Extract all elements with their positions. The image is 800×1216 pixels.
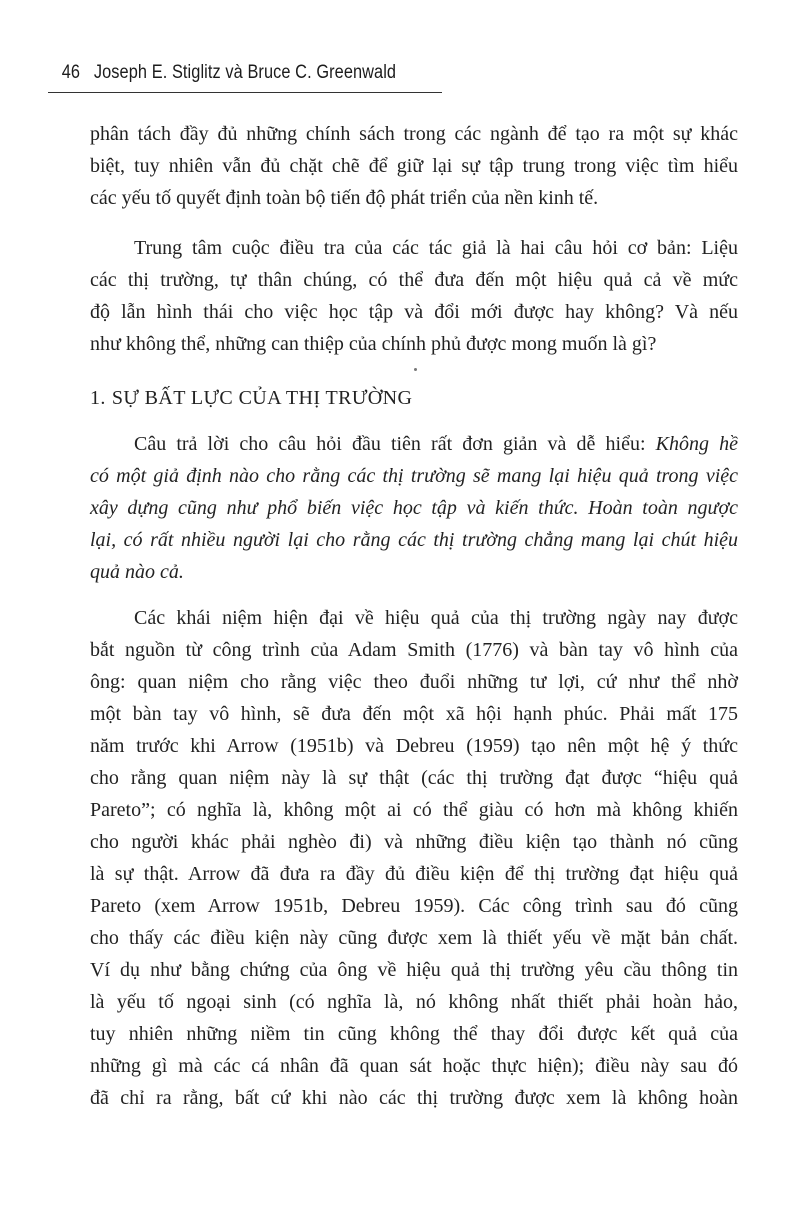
- section-title: SỰ BẤT LỰC CỦA THỊ TRƯỜNG: [111, 387, 413, 409]
- text-line: phân tách đầy đủ những chính sách trong các ngành để tạo ra một sự khác: [90, 123, 738, 145]
- text-line: Pareto (xem Arrow 1951b, Debreu 1959). Các công trình sau đó cũng: [90, 895, 738, 917]
- text-line: Các khái niệm hiện đại về hiệu quả của thị trường ngày nay được: [134, 607, 738, 629]
- text-line: cho rằng quan niệm này là sự thật (các thị trường đạt được “hiệu quả: [90, 767, 738, 789]
- text-line: quả nào cả.: [90, 561, 184, 583]
- print-speck: [414, 368, 417, 371]
- text-line: Trung tâm cuộc điều tra của các tác giả là hai câu hỏi cơ bản: Liệu: [134, 237, 738, 259]
- section-number: 1.: [90, 387, 106, 409]
- text-line: là yếu tố ngoại sinh (có nghĩa là, nó không nhất thiết phải hoàn hảo,: [90, 991, 738, 1013]
- text-line: [90, 428, 738, 460]
- text-line: ông: quan niệm cho rằng việc theo đuổi những tư lợi, cứ như thể nhờ: [90, 671, 738, 693]
- text-line: biệt, tuy nhiên vẫn đủ chặt chẽ để giữ lại sự tập trung trong việc tìm hiểu: [90, 155, 738, 177]
- text-line: Pareto”; có nghĩa là, không một ai có thể giàu có hơn mà không khiến: [90, 799, 738, 821]
- text-line: một bàn tay vô hình, sẽ đưa đến một xã hội hạnh phúc. Phải mất 175: [90, 703, 738, 725]
- text-line: xây dựng cũng như phổ biến việc học tập và kiến thức. Hoàn toàn ngược: [90, 497, 738, 519]
- paragraph-questions: [90, 232, 738, 360]
- lead-italic-text: Không hề: [655, 433, 738, 455]
- header-authors: Joseph E. Stiglitz và Bruce C. Greenwald: [93, 62, 397, 83]
- paragraph-gap: [90, 214, 738, 232]
- text-line: các thị trường, tự thân chúng, có thể đưa đến một hiệu quả cả về mức: [90, 269, 738, 291]
- text-line: cho người khác phải nghèo đi) và những điều kiện tạo thành nó cũng: [90, 831, 738, 853]
- lead-text: Câu trả lời cho câu hỏi đầu tiên rất đơn giản và dễ hiểu:: [134, 433, 646, 455]
- paragraph-efficiency: [90, 602, 738, 1114]
- text-line: tuy nhiên những niềm tin cũng không thể thay đổi được kết quả của: [90, 1023, 738, 1045]
- text-line: bắt nguồn từ công trình của Adam Smith (1776) và bàn tay vô hình của: [90, 639, 738, 661]
- text-line: Ví dụ như bằng chứng của ông về hiệu quả thị trường yêu cầu thông tin: [90, 959, 738, 981]
- paragraph-answer: [90, 428, 738, 588]
- paragraph-continuation: [90, 118, 738, 214]
- text-line: những gì mà các cá nhân đã quan sát hoặc thực hiện); điều này sau đó: [90, 1055, 738, 1077]
- text-line: cho thấy các điều kiện này cũng được xem là thiết yếu về mặt bản chất.: [90, 927, 738, 949]
- text-line: các yếu tố quyết định toàn bộ tiến độ phát triển của nền kinh tế.: [90, 187, 599, 209]
- paragraph-gap: [90, 588, 738, 602]
- text-line: đã chỉ ra rằng, bất cứ khi nào các thị trường được xem là không hoàn: [90, 1087, 738, 1109]
- body-text: [90, 118, 738, 1114]
- text-line: lại, có rất nhiều người lại cho rằng các thị trường chẳng mang lại chút hiệu: [90, 529, 738, 551]
- header-rule: [48, 92, 442, 93]
- text-line: có một giả định nào cho rằng các thị trường sẽ mang lại hiệu quả trong việc: [90, 465, 738, 487]
- text-line: năm trước khi Arrow (1951b) và Debreu (1959) tạo nên một hệ ý thức: [90, 735, 738, 757]
- text-line: như không thể, những can thiệp của chính phủ được mong muốn là gì?: [90, 333, 657, 355]
- page-number: 46: [61, 62, 81, 83]
- text-line: độ lẫn hình thái cho việc học tập và đổi mới được hay không? Và nếu: [90, 301, 738, 323]
- running-header: [48, 62, 397, 94]
- text-line: là sự thật. Arrow đã đưa ra đầy đủ điều kiện để thị trường đạt hiệu quả: [90, 863, 738, 885]
- section-heading: [90, 378, 738, 418]
